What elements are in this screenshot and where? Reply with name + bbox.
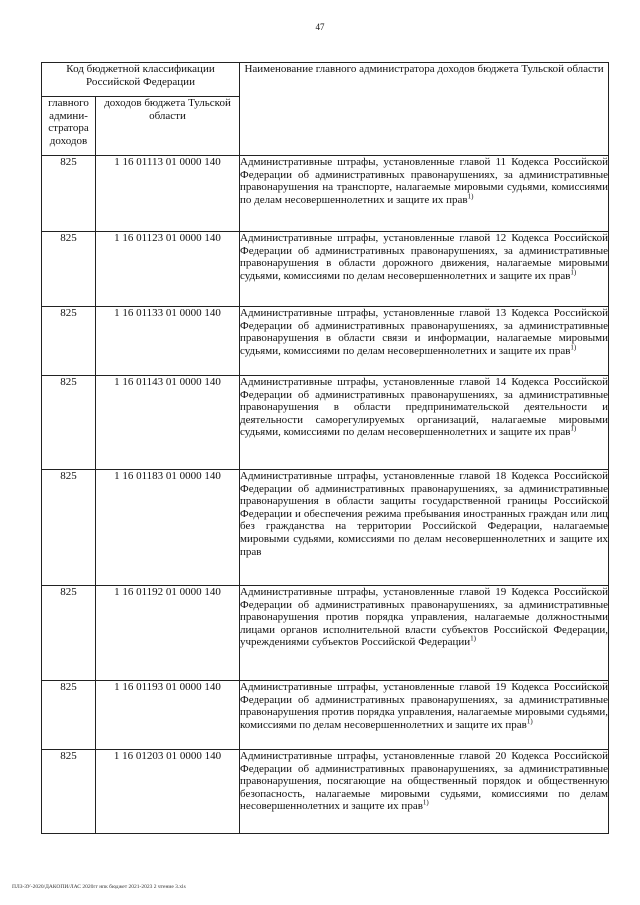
budget-code-cell: 1 16 01113 01 0000 140 bbox=[96, 156, 240, 232]
admin-code-cell: 825 bbox=[42, 232, 96, 307]
footnote-marker: 1) bbox=[467, 192, 474, 201]
revenue-name-text: Административные штрафы, установленные главой 20 Кодекса Российской Федерации об административных правонарушениях, за административные правонарушения, посягающие на общественный порядок и общественную безопасность, налагаемые мировыми судьями, комиссиями по делам несовершеннолетних и защите их прав bbox=[240, 750, 609, 813]
footnote-marker: 1) bbox=[526, 717, 533, 726]
header-revenue-code: доходов бюджета Тульской области bbox=[96, 97, 240, 156]
page-number: 47 bbox=[315, 22, 325, 32]
revenue-name-cell bbox=[240, 156, 609, 232]
footnote-marker: 1) bbox=[570, 424, 577, 433]
footnote-marker: 1) bbox=[570, 343, 577, 352]
admin-code-cell: 825 bbox=[42, 156, 96, 232]
table-row bbox=[42, 376, 609, 470]
revenue-name-cell bbox=[240, 232, 609, 307]
revenue-name-cell bbox=[240, 586, 609, 681]
file-path-footer: ПЛЗ-ЗУ-2020/ДАКОПИ/ЛАС 2020гг нпк бюджет 2021-2023 2 чтение 3.xls bbox=[12, 884, 186, 890]
admin-code-cell: 825 bbox=[42, 307, 96, 376]
admin-code-cell: 825 bbox=[42, 681, 96, 750]
revenue-name-text: Административные штрафы, установленные главой 14 Кодекса Российской Федерации об административных правонарушениях, за административные правонарушения в области предпринимательской деятельности и деятельности саморегулируемых организаций, налагаемые мировыми судьями, комиссиями по делам несовершеннолетних и защите их прав bbox=[240, 376, 609, 439]
table-row bbox=[42, 232, 609, 307]
footnote-marker: 1) bbox=[470, 634, 476, 643]
budget-code-cell: 1 16 01193 01 0000 140 bbox=[96, 681, 240, 750]
revenue-name-text: Административные штрафы, установленные главой 13 Кодекса Российской Федерации об административных правонарушениях, за административные правонарушения в области связи и информации, налагаемые мировыми судьями, комиссиями по делам несовершеннолетних и защите их прав bbox=[240, 307, 609, 357]
budget-code-cell: 1 16 01123 01 0000 140 bbox=[96, 232, 240, 307]
budget-code-cell: 1 16 01192 01 0000 140 bbox=[96, 586, 240, 681]
footnote-marker: 1) bbox=[570, 268, 577, 277]
header-admin-code: главного админи-стратора доходов bbox=[42, 97, 96, 156]
revenue-name-text: Административные штрафы, установленные главой 18 Кодекса Российской Федерации об административных правонарушениях, за административные правонарушения в области защиты государственной границы Российской Федерации и обеспечения режима пребывания иностранных граждан или лиц без гражданства на территории Российской Федерации, налагаемые мировыми судьями, комиссиями по делам несовершеннолетних и защите их прав bbox=[240, 470, 609, 558]
revenue-name-cell bbox=[240, 376, 609, 470]
admin-code-cell: 825 bbox=[42, 586, 96, 681]
table-row bbox=[42, 307, 609, 376]
budget-code-cell: 1 16 01183 01 0000 140 bbox=[96, 470, 240, 586]
budget-code-cell: 1 16 01143 01 0000 140 bbox=[96, 376, 240, 470]
header-code-group: Код бюджетной классификации Российской Федерации bbox=[42, 63, 240, 97]
revenue-name-text: Административные штрафы, установленные главой 11 Кодекса Российской Федерации об административных правонарушениях, за административные правонарушения на транспорте, налагаемые мировыми судьями, комиссиями по делам несовершеннолетних и защите их прав bbox=[240, 156, 609, 206]
budget-code-cell: 1 16 01203 01 0000 140 bbox=[96, 750, 240, 834]
admin-code-cell: 825 bbox=[42, 470, 96, 586]
footnote-marker: 1) bbox=[422, 798, 429, 807]
revenue-name-cell bbox=[240, 750, 609, 834]
revenue-name-cell bbox=[240, 470, 609, 586]
admin-code-cell: 825 bbox=[42, 750, 96, 834]
revenue-name-text: Административные штрафы, установленные главой 19 Кодекса Российской Федерации об административных правонарушениях, за административные правонарушения против порядка управления, налагаемые должностными лицами органов исполнительной власти субъектов Российской Федерации, учреждениями субъектов Российской Федерации bbox=[240, 586, 609, 649]
revenue-name-cell bbox=[240, 307, 609, 376]
table-row bbox=[42, 681, 609, 750]
table-row bbox=[42, 470, 609, 586]
table-row bbox=[42, 750, 609, 834]
header-administrator-name: Наименование главного администратора доходов бюджета Тульской области bbox=[240, 63, 609, 156]
budget-code-cell: 1 16 01133 01 0000 140 bbox=[96, 307, 240, 376]
admin-code-cell: 825 bbox=[42, 376, 96, 470]
table-row bbox=[42, 156, 609, 232]
revenue-name-text: Административные штрафы, установленные главой 19 Кодекса Российской Федерации об административных правонарушениях, за административные правонарушения против порядка управления, налагаемые мировыми судьями, комиссиями по делам несовершеннолетних и защите их прав bbox=[240, 681, 609, 731]
table-row bbox=[42, 586, 609, 681]
revenue-name-text: Административные штрафы, установленные главой 12 Кодекса Российской Федерации об административных правонарушениях, за административные правонарушения в области дорожного движения, налагаемые мировыми судьями, комиссиями по делам несовершеннолетних и защите их прав bbox=[240, 232, 609, 282]
budget-classification-table bbox=[41, 62, 609, 834]
revenue-name-cell bbox=[240, 681, 609, 750]
